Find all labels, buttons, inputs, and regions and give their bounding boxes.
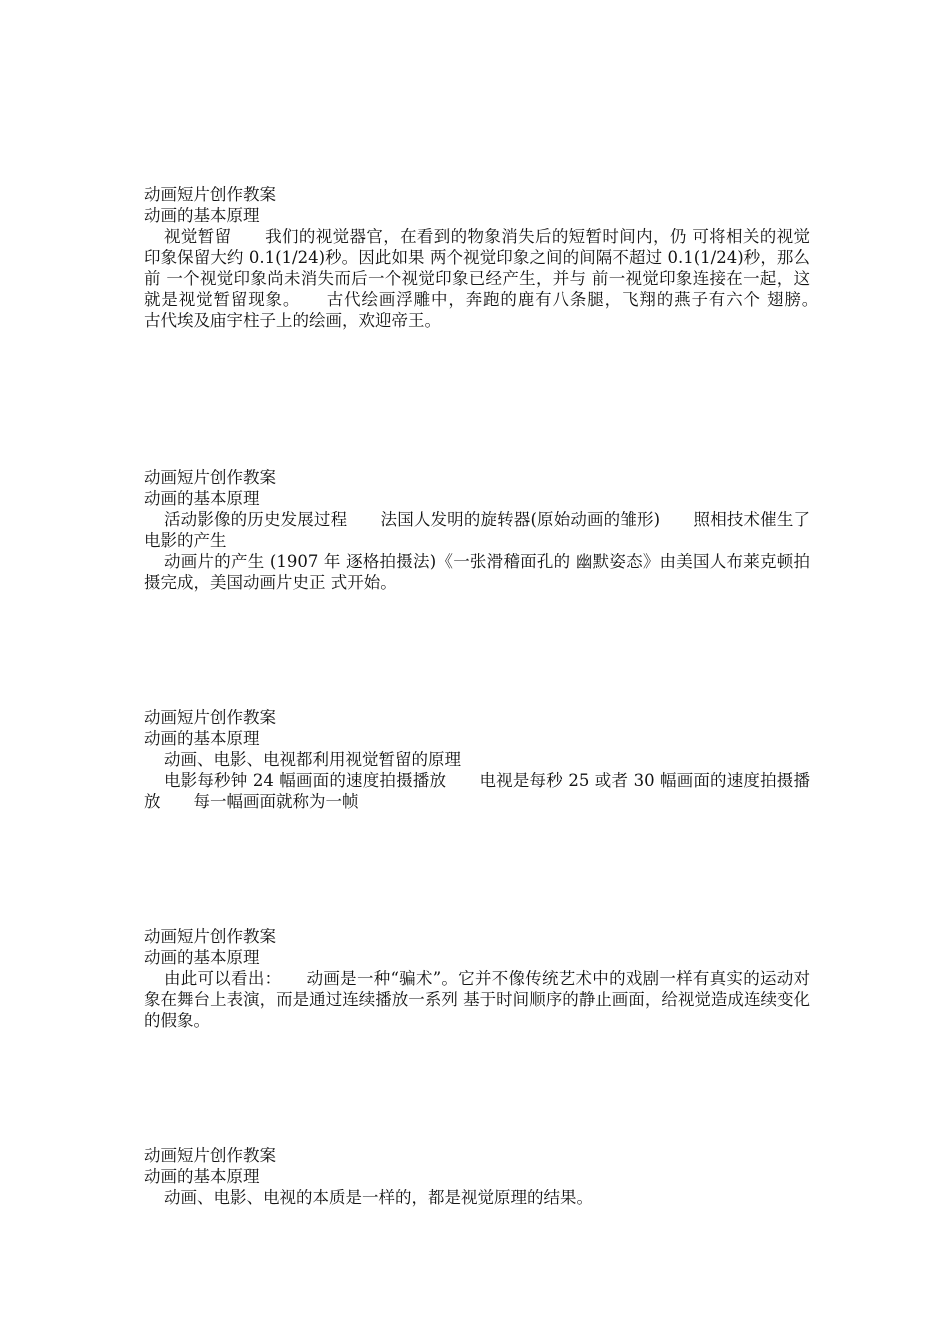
paragraph: 动画、电影、电视的本质是一样的，都是视觉原理的结果。 [164, 1188, 593, 1207]
section-4 [144, 926, 810, 1031]
section-title: 动画短片创作教案 [144, 468, 276, 487]
section-subtitle: 动画的基本原理 [144, 1167, 260, 1186]
paragraph: 动画片的产生 (1907 年 逐格拍摄法)《一张滑稽面孔的 幽默姿态》由美国人布莱克顿拍摄完成，美国动画片史正 式开始。 [144, 552, 810, 592]
section-subtitle: 动画的基本原理 [144, 729, 260, 748]
paragraph: 动画、电影、电视都利用视觉暂留的原理 [164, 750, 461, 769]
section-subtitle: 动画的基本原理 [144, 489, 260, 508]
section-subtitle: 动画的基本原理 [144, 206, 260, 225]
paragraph: 由此可以看出： 动画是一种“骗术”。它并不像传统艺术中的戏剧一样有真实的运动对象在舞台上表演，而是通过连续播放一系列 基于时间顺序的静止画面，给视觉造成连续变化的假象。 [144, 969, 810, 1030]
section-2 [144, 467, 810, 593]
section-title: 动画短片创作教案 [144, 1146, 276, 1165]
section-3 [144, 707, 810, 812]
paragraph: 活动影像的历史发展过程 法国人发明的旋转器(原始动画的雏形) 照相技术催生了电影的产生 [144, 510, 810, 550]
section-5 [144, 1145, 810, 1208]
section-subtitle: 动画的基本原理 [144, 948, 260, 967]
section-title: 动画短片创作教案 [144, 185, 276, 204]
section-title: 动画短片创作教案 [144, 927, 276, 946]
paragraph: 视觉暂留 我们的视觉器官，在看到的物象消失后的短暂时间内，仍 可将相关的视觉印象保留大约 0.1(1/24)秒。因此如果 两个视觉印象之间的间隔不超过 0.1(1/24)秒，那么前 一个视觉印象尚未消失而后一个视觉印象已经产生，并与 前一视觉印象连接在一起，这就是视觉暂留现象。 古代绘画浮雕中，奔跑的鹿有八条腿，飞翔的燕子有六个 翅膀。 古代埃及庙宇柱子上的绘画，欢迎帝王。 [144, 227, 843, 330]
section-1 [144, 184, 843, 331]
section-title: 动画短片创作教案 [144, 708, 276, 727]
paragraph: 电影每秒钟 24 幅画面的速度拍摄播放 电视是每秒 25 或者 30 幅画面的速度拍摄播放 每一幅画面就称为一帧 [144, 771, 810, 811]
